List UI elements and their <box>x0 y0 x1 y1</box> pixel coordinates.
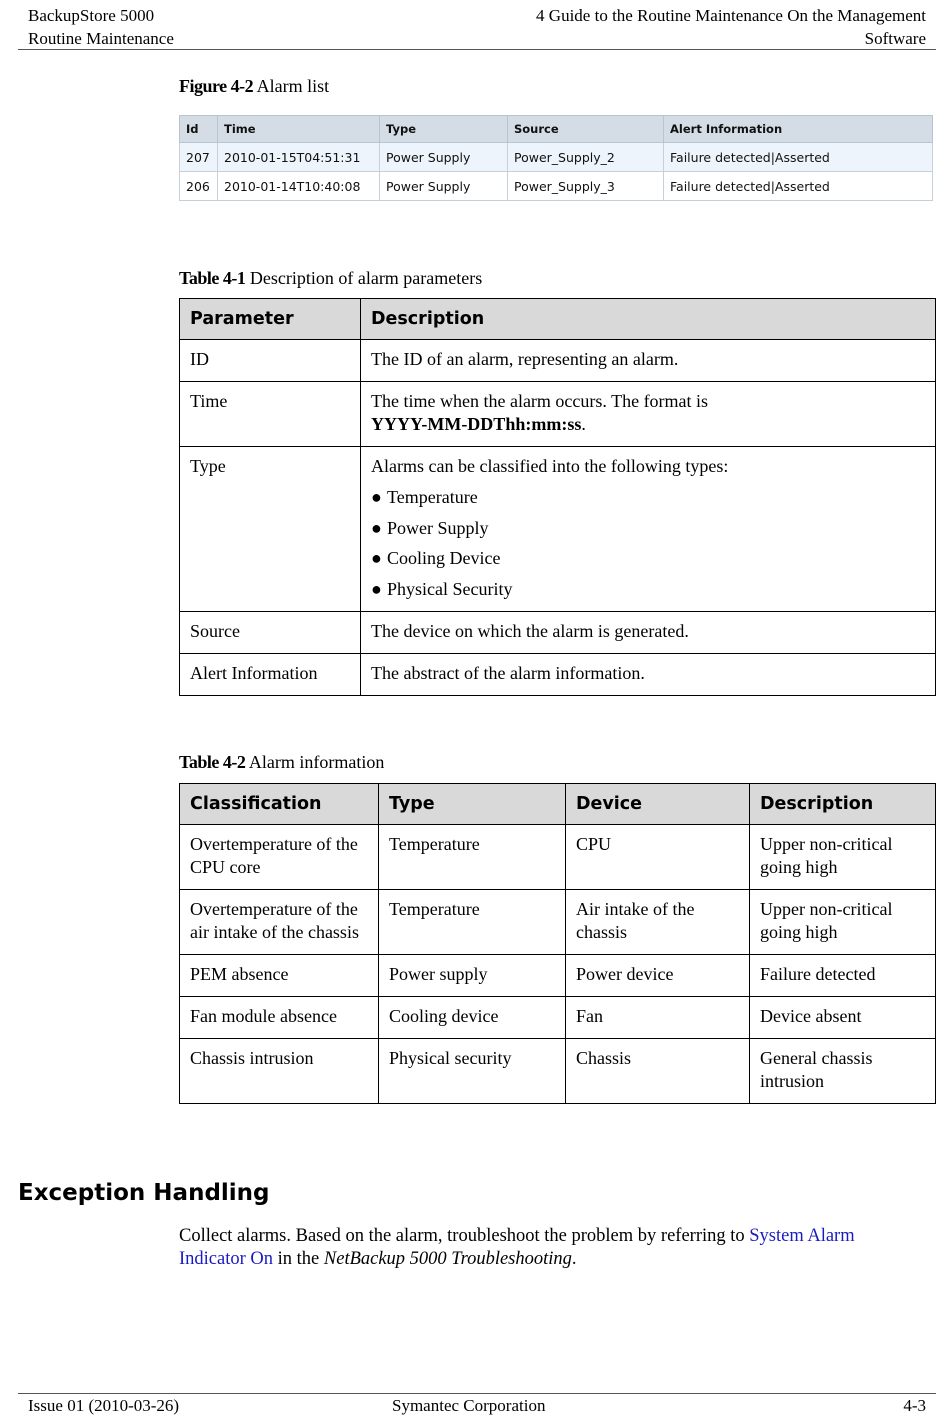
para-text: Collect alarms. Based on the alarm, troubleshoot the problem by referring to <box>179 1226 750 1246</box>
desc-text: The time when the alarm occurs. The format is <box>371 391 709 411</box>
alarm-information-table <box>179 783 936 1104</box>
book-title: NetBackup 5000 Troubleshooting <box>323 1249 572 1269</box>
table-row <box>180 447 936 612</box>
bullet-text: Physical Security <box>387 578 513 599</box>
list-item <box>371 547 925 570</box>
alarm-cell-alert-info: Failure detected|Asserted <box>664 143 933 172</box>
column-header: Classification <box>180 784 379 825</box>
table-row <box>180 653 936 695</box>
footer-page-number: 4-3 <box>903 1396 926 1415</box>
type-cell: Power supply <box>379 955 566 997</box>
figure-label: Figure 4-2 <box>179 76 254 96</box>
alarm-col-time[interactable]: Time <box>218 116 380 143</box>
desc-text: Alarms can be classified into the following types: <box>371 456 729 476</box>
table-row <box>180 890 936 955</box>
desc-period: . <box>581 414 586 434</box>
column-header: Description <box>750 784 936 825</box>
alarm-cell-type: Power Supply <box>380 172 508 201</box>
desc-cell: The device on which the alarm is generated. <box>361 611 936 653</box>
section-heading: Exception Handling <box>18 1180 270 1206</box>
para-text: in the <box>273 1249 324 1269</box>
alarm-cell-id: 207 <box>180 143 218 172</box>
table1-caption <box>179 268 482 289</box>
figure-title: Alarm list <box>256 76 330 96</box>
table-row <box>180 825 936 890</box>
desc-cell <box>361 382 936 447</box>
table2-caption <box>179 752 384 773</box>
time-format: YYYY-MM-DDThh:mm:ss <box>371 414 582 434</box>
param-cell: Source <box>180 611 361 653</box>
alarm-col-alert-info[interactable]: Alert Information <box>664 116 933 143</box>
param-cell: Alert Information <box>180 653 361 695</box>
type-cell: Physical security <box>379 1039 566 1104</box>
table1-title: Description of alarm parameters <box>249 268 483 288</box>
header-chapter-line1: 4 Guide to the Routine Maintenance On the Management <box>536 6 926 25</box>
description-cell: Upper non-critical going high <box>750 825 936 890</box>
device-cell: CPU <box>566 825 750 890</box>
list-item <box>371 486 925 509</box>
alarm-list-figure <box>179 115 933 201</box>
description-cell: General chassis intrusion <box>750 1039 936 1104</box>
alarm-cell-time: 2010-01-14T10:40:08 <box>218 172 380 201</box>
header-doc-type: Routine Maintenance <box>28 29 174 48</box>
section-paragraph <box>179 1225 919 1271</box>
alarm-parameters-table <box>179 298 936 696</box>
param-cell: Type <box>180 447 361 612</box>
troubleshooting-link[interactable]: System Alarm Indicator On <box>179 1226 855 1269</box>
classification-cell: Overtemperature of the CPU core <box>180 825 379 890</box>
classification-cell: Fan module absence <box>180 997 379 1039</box>
desc-cell: The ID of an alarm, representing an alarm. <box>361 340 936 382</box>
alarm-cell-source: Power_Supply_3 <box>508 172 664 201</box>
description-cell: Upper non-critical going high <box>750 890 936 955</box>
type-cell: Temperature <box>379 825 566 890</box>
bullet-icon: ● <box>371 578 382 599</box>
alarm-cell-time: 2010-01-15T04:51:31 <box>218 143 380 172</box>
device-cell: Power device <box>566 955 750 997</box>
table-row <box>180 997 936 1039</box>
alarm-cell-id: 206 <box>180 172 218 201</box>
footer-company: Symantec Corporation <box>392 1396 546 1415</box>
table2-label: Table 4-2 <box>179 752 246 772</box>
table-row <box>180 382 936 447</box>
alarm-cell-type: Power Supply <box>380 143 508 172</box>
alarm-cell-source: Power_Supply_2 <box>508 143 664 172</box>
alarm-row[interactable] <box>180 143 933 172</box>
column-header: Type <box>379 784 566 825</box>
description-cell: Device absent <box>750 997 936 1039</box>
table-header-row <box>180 299 936 340</box>
bullet-icon: ● <box>371 487 382 507</box>
para-text: . <box>571 1249 577 1269</box>
table1-label: Table 4-1 <box>179 268 246 288</box>
alarm-col-source[interactable]: Source <box>508 116 664 143</box>
description-cell: Failure detected <box>750 955 936 997</box>
list-item <box>371 578 925 601</box>
alarm-row[interactable] <box>180 172 933 201</box>
header-left <box>28 4 174 50</box>
table-row <box>180 340 936 382</box>
column-header: Device <box>566 784 750 825</box>
alarm-col-type[interactable]: Type <box>380 116 508 143</box>
header-chapter-line2: Software <box>864 29 926 48</box>
footer-issue: Issue 01 (2010-03-26) <box>28 1396 180 1415</box>
type-cell: Temperature <box>379 890 566 955</box>
list-item <box>371 517 925 540</box>
bullet-text: Cooling Device <box>387 548 501 568</box>
classification-cell: Overtemperature of the air intake of the chassis <box>180 890 379 955</box>
table-row <box>180 1039 936 1104</box>
device-cell: Fan <box>566 997 750 1039</box>
footer-rule <box>18 1393 936 1394</box>
alarm-list-header <box>180 116 933 143</box>
bullet-icon: ● <box>371 548 382 568</box>
header-right <box>536 4 926 50</box>
alarm-cell-alert-info: Failure detected|Asserted <box>664 172 933 201</box>
table-row <box>180 611 936 653</box>
bullet-text: Power Supply <box>387 517 489 538</box>
type-bullet-list <box>371 486 925 601</box>
column-header: Parameter <box>180 299 361 340</box>
device-cell: Air intake of the chassis <box>566 890 750 955</box>
alarm-col-id[interactable]: Id <box>180 116 218 143</box>
classification-cell: Chassis intrusion <box>180 1039 379 1104</box>
table-header-row <box>180 784 936 825</box>
device-cell: Chassis <box>566 1039 750 1104</box>
header-rule <box>18 49 936 50</box>
figure-caption <box>179 76 329 97</box>
bullet-icon: ● <box>371 517 382 538</box>
table2-title: Alarm information <box>248 752 385 772</box>
param-cell: Time <box>180 382 361 447</box>
type-cell: Cooling device <box>379 997 566 1039</box>
bullet-text: Temperature <box>387 487 478 507</box>
header-product: BackupStore 5000 <box>28 6 155 25</box>
desc-cell <box>361 447 936 612</box>
param-cell: ID <box>180 340 361 382</box>
desc-cell: The abstract of the alarm information. <box>361 653 936 695</box>
classification-cell: PEM absence <box>180 955 379 997</box>
table-row <box>180 955 936 997</box>
column-header: Description <box>361 299 936 340</box>
